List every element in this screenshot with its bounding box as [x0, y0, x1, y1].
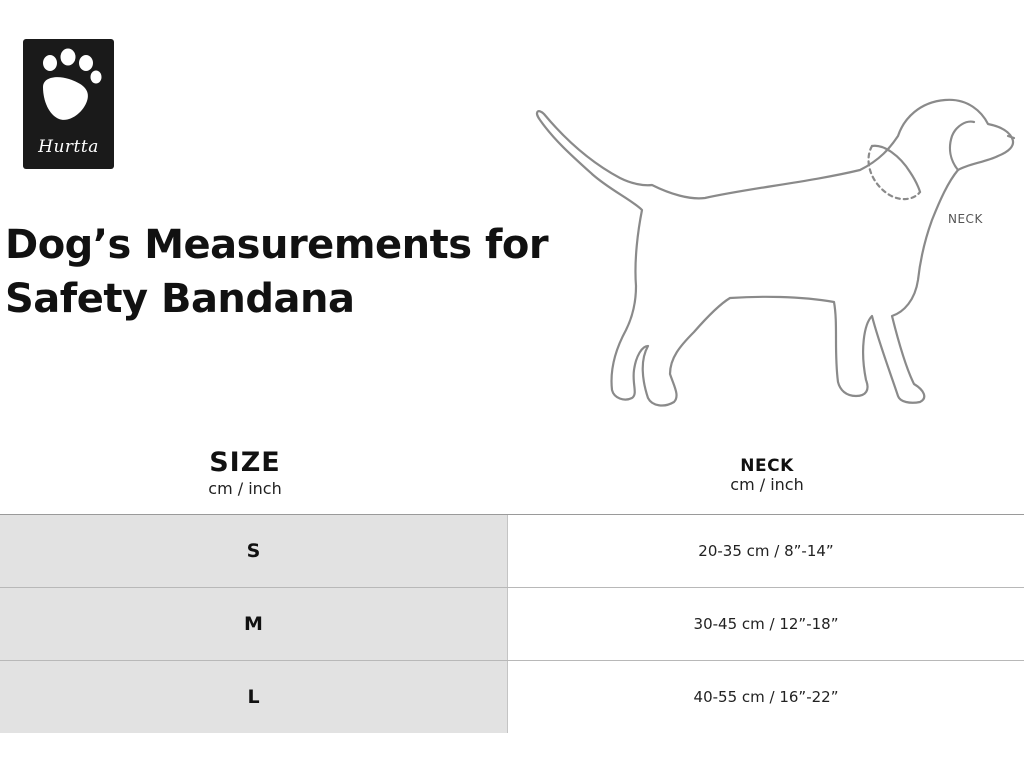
neck-header-label: NECK	[740, 456, 794, 476]
neck-cell: 20-35 cm / 8”-14”	[508, 515, 1024, 587]
neck-label: NECK	[948, 212, 983, 226]
table-row	[0, 515, 1024, 588]
size-header-label: SIZE	[209, 447, 281, 478]
table-row	[0, 588, 1024, 661]
size-header-unit: cm / inch	[208, 479, 282, 498]
title-line-2: Safety Bandana	[5, 276, 355, 322]
logo-text: Hurtta	[38, 137, 99, 157]
table-row	[0, 661, 1024, 733]
page-title	[5, 218, 548, 326]
neck-column-header	[667, 456, 867, 494]
neck-cell: 30-45 cm / 12”-18”	[508, 588, 1024, 660]
neck-header-unit: cm / inch	[730, 475, 804, 494]
size-cell: L	[0, 661, 508, 733]
size-column-header	[145, 446, 345, 498]
title-line-1: Dog’s Measurements for	[5, 222, 549, 268]
size-cell: S	[0, 515, 508, 587]
size-table	[0, 514, 1024, 733]
brand-logo	[23, 39, 114, 169]
size-cell: M	[0, 588, 508, 660]
dog-illustration	[520, 90, 1020, 420]
neck-cell: 40-55 cm / 16”-22”	[508, 661, 1024, 733]
